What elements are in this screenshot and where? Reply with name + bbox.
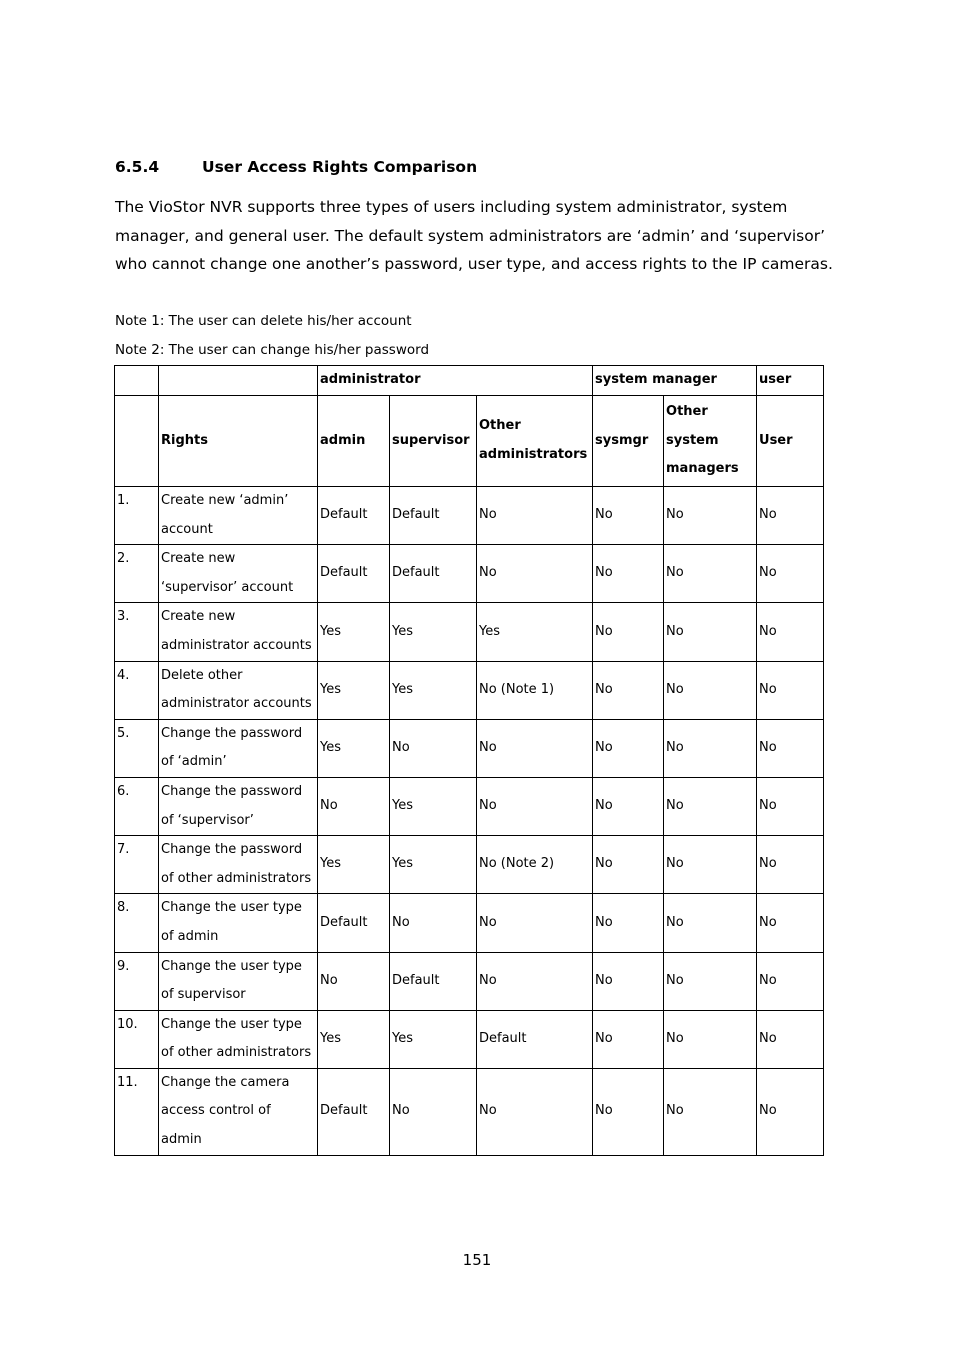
right-description: Create new ‘supervisor’ account [159, 545, 318, 603]
permission-cell: Default [318, 894, 390, 952]
row-index: 10. [115, 1010, 159, 1068]
right-description: Change the user type of other administrators [159, 1010, 318, 1068]
row-index: 6. [115, 777, 159, 835]
permission-cell: No [757, 777, 824, 835]
permission-cell: No [477, 777, 593, 835]
right-description: Change the camera access control of admin [159, 1068, 318, 1155]
permission-cell: No [593, 777, 664, 835]
access-rights-table [114, 365, 824, 1156]
table-row [115, 545, 824, 603]
permission-cell: No [664, 719, 757, 777]
permission-cell: No [477, 952, 593, 1010]
permission-cell: No [664, 836, 757, 894]
permission-cell: No [757, 836, 824, 894]
permission-cell: No [593, 952, 664, 1010]
permission-cell: No [757, 661, 824, 719]
permission-cell: No [593, 1010, 664, 1068]
permission-cell: Yes [477, 603, 593, 661]
table-row [115, 719, 824, 777]
row-index: 2. [115, 545, 159, 603]
permission-cell: No [593, 545, 664, 603]
right-description: Change the user type of supervisor [159, 952, 318, 1010]
permission-cell: No [664, 1068, 757, 1155]
right-description: Change the password of ‘supervisor’ [159, 777, 318, 835]
column-header-sysmgr: sysmgr [593, 396, 664, 487]
permission-cell: No [757, 487, 824, 545]
permission-cell: No [664, 545, 757, 603]
permission-cell: No [593, 894, 664, 952]
permission-cell: No [664, 777, 757, 835]
permission-cell: No [593, 487, 664, 545]
permission-cell: No [390, 894, 477, 952]
permission-cell: No [664, 603, 757, 661]
permission-cell: No (Note 1) [477, 661, 593, 719]
page-number: 151 [462, 1251, 492, 1269]
permission-cell: Yes [390, 777, 477, 835]
permission-cell: Yes [390, 603, 477, 661]
section-number: 6.5.4 [115, 158, 160, 176]
intro-paragraph: The VioStor NVR supports three types of users including system administrator, system manager, and general user. The default system administrators are ‘admin’ and ‘supervisor’ who cannot change one another’s password, user type, and access rights to the IP cameras. [115, 198, 833, 274]
permission-cell: Yes [318, 1010, 390, 1068]
column-header-other-system-managers: Other system managers [664, 396, 757, 487]
table-row [115, 777, 824, 835]
row-index: 11. [115, 1068, 159, 1155]
note-2: Note 2: The user can change his/her password [115, 342, 430, 358]
row-index: 3. [115, 603, 159, 661]
right-description: Create new ‘admin’ account [159, 487, 318, 545]
note-1: Note 1: The user can delete his/her account [115, 313, 412, 329]
group-header-cell [115, 366, 159, 396]
permission-cell: Yes [318, 836, 390, 894]
column-header-index [115, 396, 159, 487]
permission-cell: Default [477, 1010, 593, 1068]
section-title: User Access Rights Comparison [202, 158, 478, 176]
row-index: 1. [115, 487, 159, 545]
permission-cell: Default [390, 952, 477, 1010]
permission-cell: No [664, 952, 757, 1010]
row-index: 8. [115, 894, 159, 952]
permission-cell: No [757, 603, 824, 661]
column-header-row [115, 396, 824, 487]
permission-cell: Default [390, 487, 477, 545]
permission-cell: No [477, 1068, 593, 1155]
right-description: Delete other administrator accounts [159, 661, 318, 719]
group-header-row [115, 366, 824, 396]
permission-cell: Yes [318, 661, 390, 719]
permission-cell: No [318, 952, 390, 1010]
row-index: 4. [115, 661, 159, 719]
permission-cell: Yes [390, 661, 477, 719]
permission-cell: Yes [318, 719, 390, 777]
row-index: 5. [115, 719, 159, 777]
permission-cell: No [477, 487, 593, 545]
permission-cell: No [664, 894, 757, 952]
section-heading [115, 158, 477, 176]
permission-cell: No [757, 1068, 824, 1155]
table-row [115, 1068, 824, 1155]
permission-cell: Default [390, 545, 477, 603]
table-row [115, 661, 824, 719]
table-row [115, 1010, 824, 1068]
permission-cell: No [757, 894, 824, 952]
column-header-other-administrators: Other administrators [477, 396, 593, 487]
group-header-cell [159, 366, 318, 396]
permission-cell: No [390, 719, 477, 777]
permission-cell: Yes [318, 603, 390, 661]
permission-cell: No [477, 894, 593, 952]
permission-cell: No [593, 661, 664, 719]
column-header-supervisor: supervisor [390, 396, 477, 487]
permission-cell: No [664, 661, 757, 719]
group-header-administrator: administrator [318, 366, 593, 396]
permission-cell: No [477, 719, 593, 777]
right-description: Change the user type of admin [159, 894, 318, 952]
group-header-system-manager: system manager [593, 366, 757, 396]
permission-cell: No [390, 1068, 477, 1155]
permission-cell: No [477, 545, 593, 603]
permission-cell: Yes [390, 836, 477, 894]
right-description: Change the password of other administrators [159, 836, 318, 894]
right-description: Change the password of ‘admin’ [159, 719, 318, 777]
table-row [115, 836, 824, 894]
permission-cell: Default [318, 1068, 390, 1155]
permission-cell: No [664, 1010, 757, 1068]
column-header-user: User [757, 396, 824, 487]
permission-cell: No [318, 777, 390, 835]
table-row [115, 603, 824, 661]
row-index: 9. [115, 952, 159, 1010]
column-header-rights: Rights [159, 396, 318, 487]
permission-cell: Yes [390, 1010, 477, 1068]
permission-cell: No [757, 1010, 824, 1068]
permission-cell: No [757, 719, 824, 777]
permission-cell: No [757, 952, 824, 1010]
permission-cell: No [593, 603, 664, 661]
permission-cell: No [593, 719, 664, 777]
right-description: Create new administrator accounts [159, 603, 318, 661]
permission-cell: No [757, 545, 824, 603]
group-header-user: user [757, 366, 824, 396]
permission-cell: Default [318, 545, 390, 603]
permission-cell: Default [318, 487, 390, 545]
permission-cell: No [593, 836, 664, 894]
permission-cell: No (Note 2) [477, 836, 593, 894]
row-index: 7. [115, 836, 159, 894]
table-row [115, 894, 824, 952]
permission-cell: No [593, 1068, 664, 1155]
permission-cell: No [664, 487, 757, 545]
table-row [115, 952, 824, 1010]
table-row [115, 487, 824, 545]
column-header-admin: admin [318, 396, 390, 487]
